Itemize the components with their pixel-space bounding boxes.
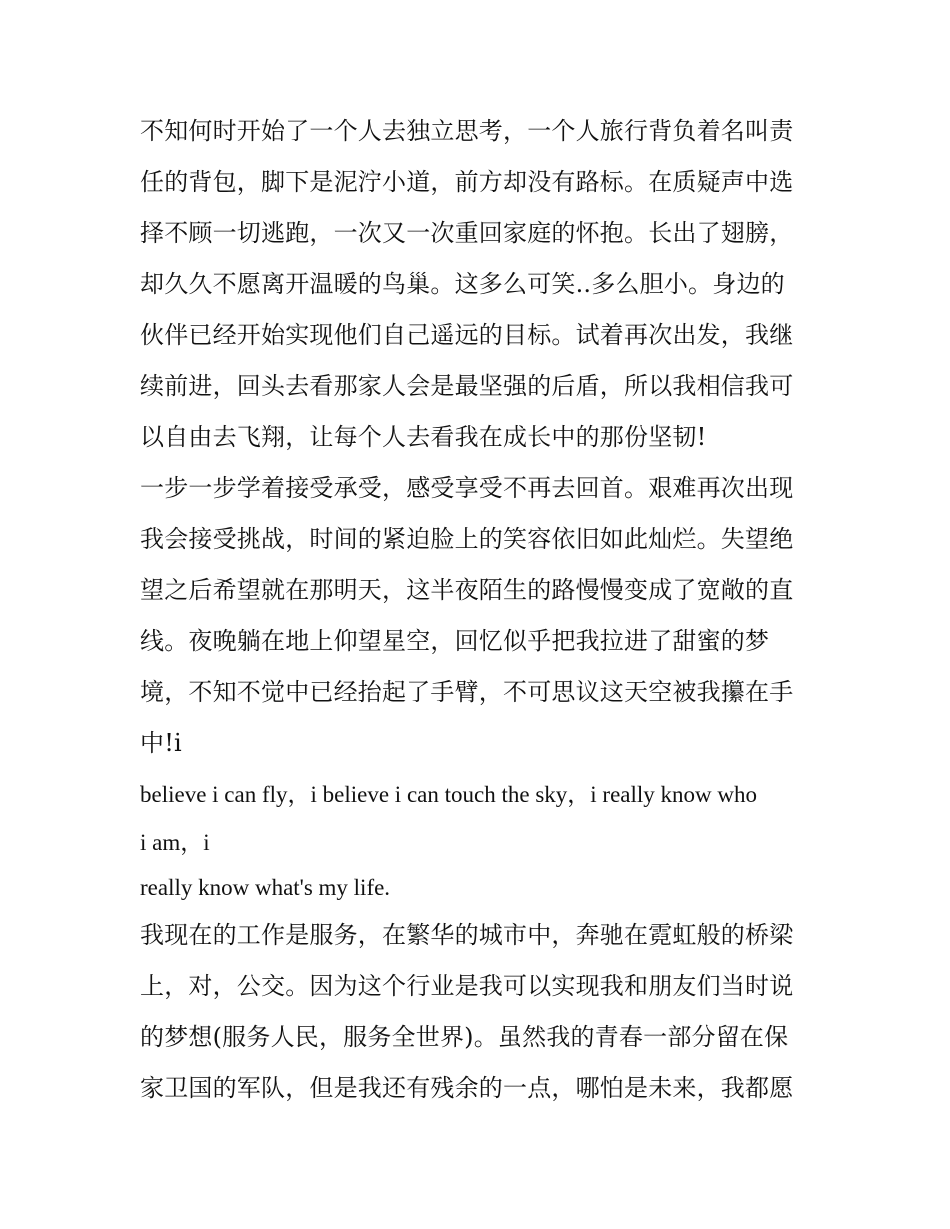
- document-body: [140, 106, 820, 1114]
- text-line: 我会接受挑战，时间的紧迫脸上的笑容依旧如此灿烂。失望绝: [140, 525, 794, 553]
- text-line: 望之后希望就在那明天，这半夜陌生的路慢慢变成了宽敞的直: [140, 576, 794, 604]
- text-line: 以自由去飞翔，让每个人去看我在成长中的那份坚韧!: [140, 423, 707, 451]
- text-line: 择不顾一切逃跑，一次又一次重回家庭的怀抱。长出了翅膀，: [140, 219, 794, 247]
- text-line: 续前进，回头去看那家人会是最坚强的后盾，所以我相信我可: [140, 372, 794, 400]
- text-line: 线。夜晚躺在地上仰望星空，回忆似乎把我拉进了甜蜜的梦: [140, 627, 770, 655]
- text-line: believe i can fly，i believe i can touch the sky，i really know who: [140, 782, 757, 807]
- text-line: 伙伴已经开始实现他们自己遥远的目标。试着再次出发，我继: [140, 321, 794, 349]
- text-line: 境，不知不觉中已经抬起了手臂，不可思议这天空被我攥在手: [140, 678, 794, 706]
- text-line: 一步一步学着接受承受，感受享受不再去回首。艰难再次出现: [140, 474, 794, 502]
- text-line: 却久久不愿离开温暖的鸟巢。这多么可笑..多么胆小。身边的: [140, 270, 785, 298]
- text-line: i am，i: [140, 830, 210, 855]
- text-line: 任的背包，脚下是泥泞小道，前方却没有路标。在质疑声中选: [140, 168, 794, 196]
- text-line: 中!i: [140, 729, 182, 757]
- text-line: 我现在的工作是服务，在繁华的城市中，奔驰在霓虹般的桥梁: [140, 921, 794, 949]
- text-line: 上，对，公交。因为这个行业是我可以实现我和朋友们当时说: [140, 972, 794, 1000]
- text-line: really know what's my life.: [140, 875, 391, 900]
- text-line: 家卫国的军队，但是我还有残余的一点，哪怕是未来，我都愿: [140, 1074, 794, 1102]
- text-line: 的梦想(服务人民，服务全世界)。虽然我的青春一部分留在保: [140, 1023, 789, 1051]
- text-line: 不知何时开始了一个人去独立思考，一个人旅行背负着名叫责: [140, 117, 794, 145]
